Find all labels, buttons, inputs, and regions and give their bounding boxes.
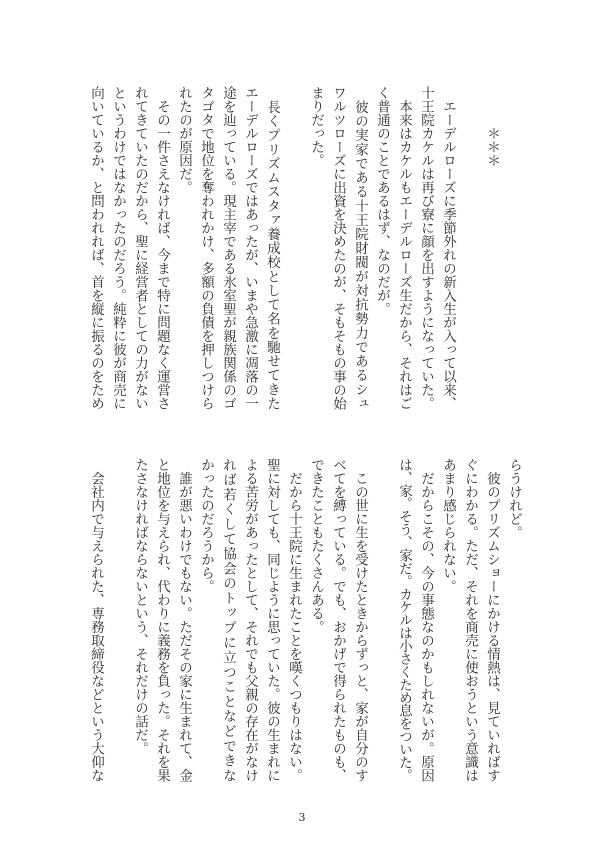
- text-column: 向いているか、と問われれば、首を縦に振るのをため: [88, 86, 104, 410]
- text-column: と地位を与えられ、代わりに義務を負った。それを果: [154, 458, 170, 782]
- text-column: というわけではなかったのだろう。純粋に彼が商売に: [110, 86, 126, 410]
- text-column: 長くプリズムスタァ養成校として名を馳せてきた: [264, 86, 280, 410]
- text-column: れば若くして協会のトップに立つことなどできな: [220, 458, 236, 782]
- text-column: く普通のことであるはず、なのだが。: [374, 86, 390, 316]
- blank-line: [371, 458, 393, 782]
- text-column: 途を辿っている。現主宰である氷室聖が親族関係のゴ: [220, 86, 236, 410]
- lower-tier-text: [85, 458, 525, 782]
- text-column: 本来はカケルもエーデルローズ生だから、それはご: [396, 86, 412, 410]
- blank-line: [459, 86, 481, 410]
- text-column: よる苦労があったとして、それでも父親の存在がなけ: [242, 458, 258, 782]
- text-column: ぐにわかる。ただ、それを商売に使おうという意識は: [462, 458, 478, 782]
- scene-break-asterisks: ＊＊＊: [484, 86, 500, 167]
- page-number: 3: [298, 811, 306, 824]
- blank-line: [503, 86, 525, 410]
- text-column: れたのが原因だ。: [176, 86, 192, 194]
- text-column: だから十王院に生まれたことを嘆くつもりはない。: [286, 458, 302, 782]
- text-column: べてを縛っている。でも、おかげで得られたものも、: [330, 458, 346, 782]
- text-column: できたこともたくさんある。: [308, 458, 324, 634]
- text-column: たさなければならないという、それだけの話だ。: [132, 458, 148, 755]
- text-column: ワルツローズに出資を決めたのが、そもそもの事の始: [330, 86, 346, 410]
- text-column: 誰が悪いわけでもない。ただその家に生まれて、金: [176, 458, 192, 782]
- text-column: エーデルローズではあったが、いまや急激に凋落の一: [242, 86, 258, 410]
- blank-line: [283, 86, 305, 410]
- text-column: 十王院カケルは再び寮に顔を出すようになっていた。: [418, 86, 434, 410]
- text-column: らうけれど。: [506, 458, 522, 539]
- text-column: まりだった。: [308, 86, 324, 167]
- text-column: 会社内で与えられた、専務取締役などという大仰な: [88, 458, 104, 782]
- text-column: タゴタで地位を奪われかけ、多額の負債を押しつけら: [198, 86, 214, 410]
- text-column: は、家。そう、家だ。カケルは小さくため息をついた。: [396, 458, 412, 782]
- text-column: 彼の実家である十王院財閥が対抗勢力であるシュ: [352, 86, 368, 410]
- upper-tier-text: [85, 86, 525, 410]
- text-column: その一件さえなければ、今まで特に問題なく運営さ: [154, 86, 170, 410]
- text-column: エーデルローズに季節外れの新入生が入って以来、: [440, 86, 456, 410]
- text-column: この世に生を受けたときからずっと、家が自分のす: [352, 458, 368, 782]
- text-column: 彼のプリズムショーにかける情熱は、見ていればす: [484, 458, 500, 782]
- text-column: 聖に対しても、同じように思っていた。彼の生まれに: [264, 458, 280, 782]
- text-column: あまり感じられない。: [440, 458, 456, 593]
- blank-line: [107, 458, 129, 782]
- text-column: れてきていたのだから、聖に経営者としての力がない: [132, 86, 148, 410]
- text-column: かったのだろうから。: [198, 458, 214, 593]
- text-column: だからこその、今の事態なのかもしれないが。原因: [418, 458, 434, 782]
